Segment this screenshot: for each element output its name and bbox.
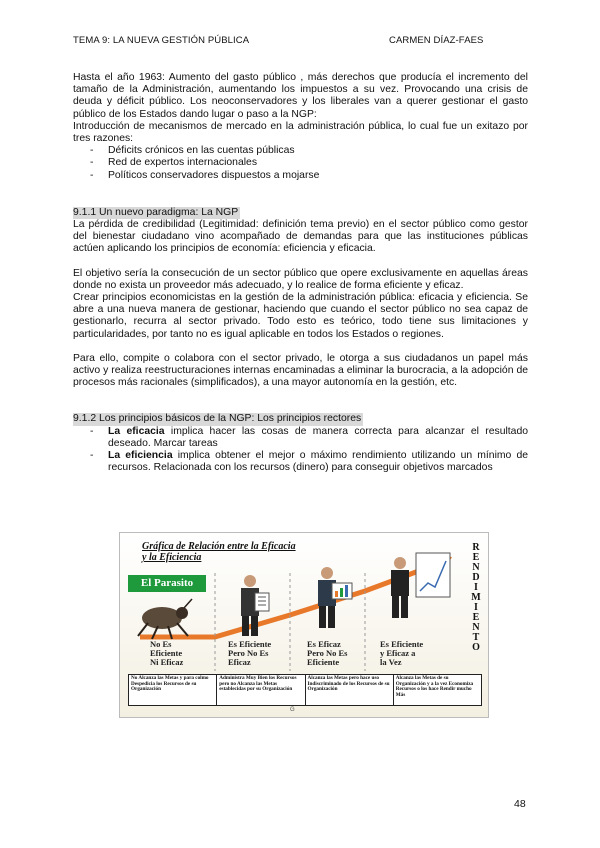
s911-paragraph-1: La pérdida de credibilidad (Legitimidad: definición tema previo) en el sector público como gestor del bienestar ciudadano vino acompañado de demandas para que las instituciones públicas actúen aplicando los principios de economía: eficiencia y eficacia. xyxy=(73,219,528,255)
efficacy-efficiency-figure xyxy=(119,532,489,718)
column-label-line: Pero No Es xyxy=(228,648,269,658)
column-label-line: y Eficaz a xyxy=(380,648,416,658)
column-label-line: Eficiente xyxy=(307,657,340,667)
intro-paragraph-2: Introducción de mecanismos de mercado en la administración pública, lo cual fue un exitazo por tres razones: xyxy=(73,120,528,145)
s911-paragraph-3: Crear principios economicistas en la gestión de la administración pública: eficacia y eficiencia. Se abre a una nueva manera de gestionar, haciendo que cuando el sector público no sea capaz de gestionarlo, recurra al sector privado. Todo esto es teórico, todo tiene sus limitaciones y particularidades, por tanto no es igual aplicable en todos los Estados o regiones. xyxy=(73,292,528,340)
description-box: Administra Muy Bien los Recursos pero no Alcanza las Metas establecidas por su Organización xyxy=(217,675,305,705)
column-label-3 xyxy=(307,640,377,667)
description-box: Alcanza las Metas de su Organización y a la vez Economiza Recursos o los hace Rendir mucho Más xyxy=(395,675,474,698)
term-eficiencia: La eficiencia xyxy=(108,450,173,462)
section-heading-912: 9.1.2 Los principios básicos de la NGP: Los principios rectores xyxy=(73,413,362,425)
section-heading-911: 9.1.1 Un nuevo paradigma: La NGP xyxy=(73,206,239,218)
column-label-2 xyxy=(228,640,298,667)
parasite-label: El Parasito xyxy=(128,575,206,592)
rendimiento-vertical-label: R E N D I M I E N T O xyxy=(471,542,481,653)
page-number: 48 xyxy=(514,798,526,810)
list-item xyxy=(73,426,528,450)
column-label-1 xyxy=(150,640,220,667)
description-boxes xyxy=(128,674,482,706)
column-label-line: Es Eficaz xyxy=(307,639,341,649)
list-item xyxy=(73,450,528,474)
column-label-line: Pero No Es xyxy=(307,648,348,658)
document-body xyxy=(73,72,528,474)
column-label-line: Es Eficiente xyxy=(228,639,272,649)
column-label-line: No Es xyxy=(150,639,172,649)
principles-list xyxy=(73,426,528,475)
term-eficacia: La eficacia xyxy=(108,425,165,437)
list-item: - Déficits crónicos en las cuentas públicas xyxy=(73,145,528,157)
column-label-line: Ni Eficaz xyxy=(150,657,184,667)
description-box: Alcanza las Metas pero hace uso Indiscriminado de los Recursos de su Organización xyxy=(306,675,394,705)
column-label-4 xyxy=(380,640,450,667)
figure-title-line-2: y la Eficiencia xyxy=(142,552,202,563)
eficacia-definition: implica hacer las cosas de manera correcta para alcanzar el resultado deseado. Marcar tareas xyxy=(108,425,529,449)
eficiencia-definition: implica obtener el mejor o máximo rendimiento utilizando un mínimo de recursos. Relacionada con los recursos (dinero) para conseguir objetivos marcados xyxy=(108,450,528,474)
description-box: No Alcanza las Metas y para colmo Despedicia los Recursos de su Organización xyxy=(129,675,217,705)
s911-paragraph-2: El objetivo sería la consecución de un sector público que opere exclusivamente en aquellas áreas donde no exista un proveedor más adecuado, y lo realice de forma eficiente y eficaz. xyxy=(73,267,528,291)
column-label-line: la Vez xyxy=(380,657,402,667)
header-title: TEMA 9: LA NUEVA GESTIÓN PÚBLICA xyxy=(73,35,250,46)
column-label-line: Eficaz xyxy=(228,657,251,667)
s911-paragraph-4: Para ello, compite o colabora con el sector privado, le otorga a sus ciudadanos un papel más activo y realiza reestructuraciones internas encaminadas a eliminar la burocracia, a la adopción de procesos más racionales (simplificados), a una mayor autonomía en la gestión, etc. xyxy=(73,352,528,389)
column-label-line: Es Eficiente xyxy=(380,639,424,649)
reasons-list xyxy=(73,145,528,182)
figure-title-line-1: Gráfica de Relación entre la Eficacia xyxy=(142,541,296,552)
column-label-line: Eficiente xyxy=(150,648,183,658)
list-item: - Políticos conservadores dispuestos a mojarse xyxy=(73,170,528,182)
header-author: CARMEN DÍAZ-FAES xyxy=(389,35,484,46)
list-item: - Red de expertos internacionales xyxy=(73,157,528,169)
intro-paragraph-1: Hasta el año 1963: Aumento del gasto público , más derechos que producía el incremento del tamaño de la Administración, aumentando los impuestos a su vez. Provocando una crisis de deuda y déficit público. Los neoconservadores y los liberales van a querer gestionar el gasto público de los Estados dando lugar o paso a la NGP: xyxy=(73,72,528,120)
figure-credit: G xyxy=(290,707,295,713)
